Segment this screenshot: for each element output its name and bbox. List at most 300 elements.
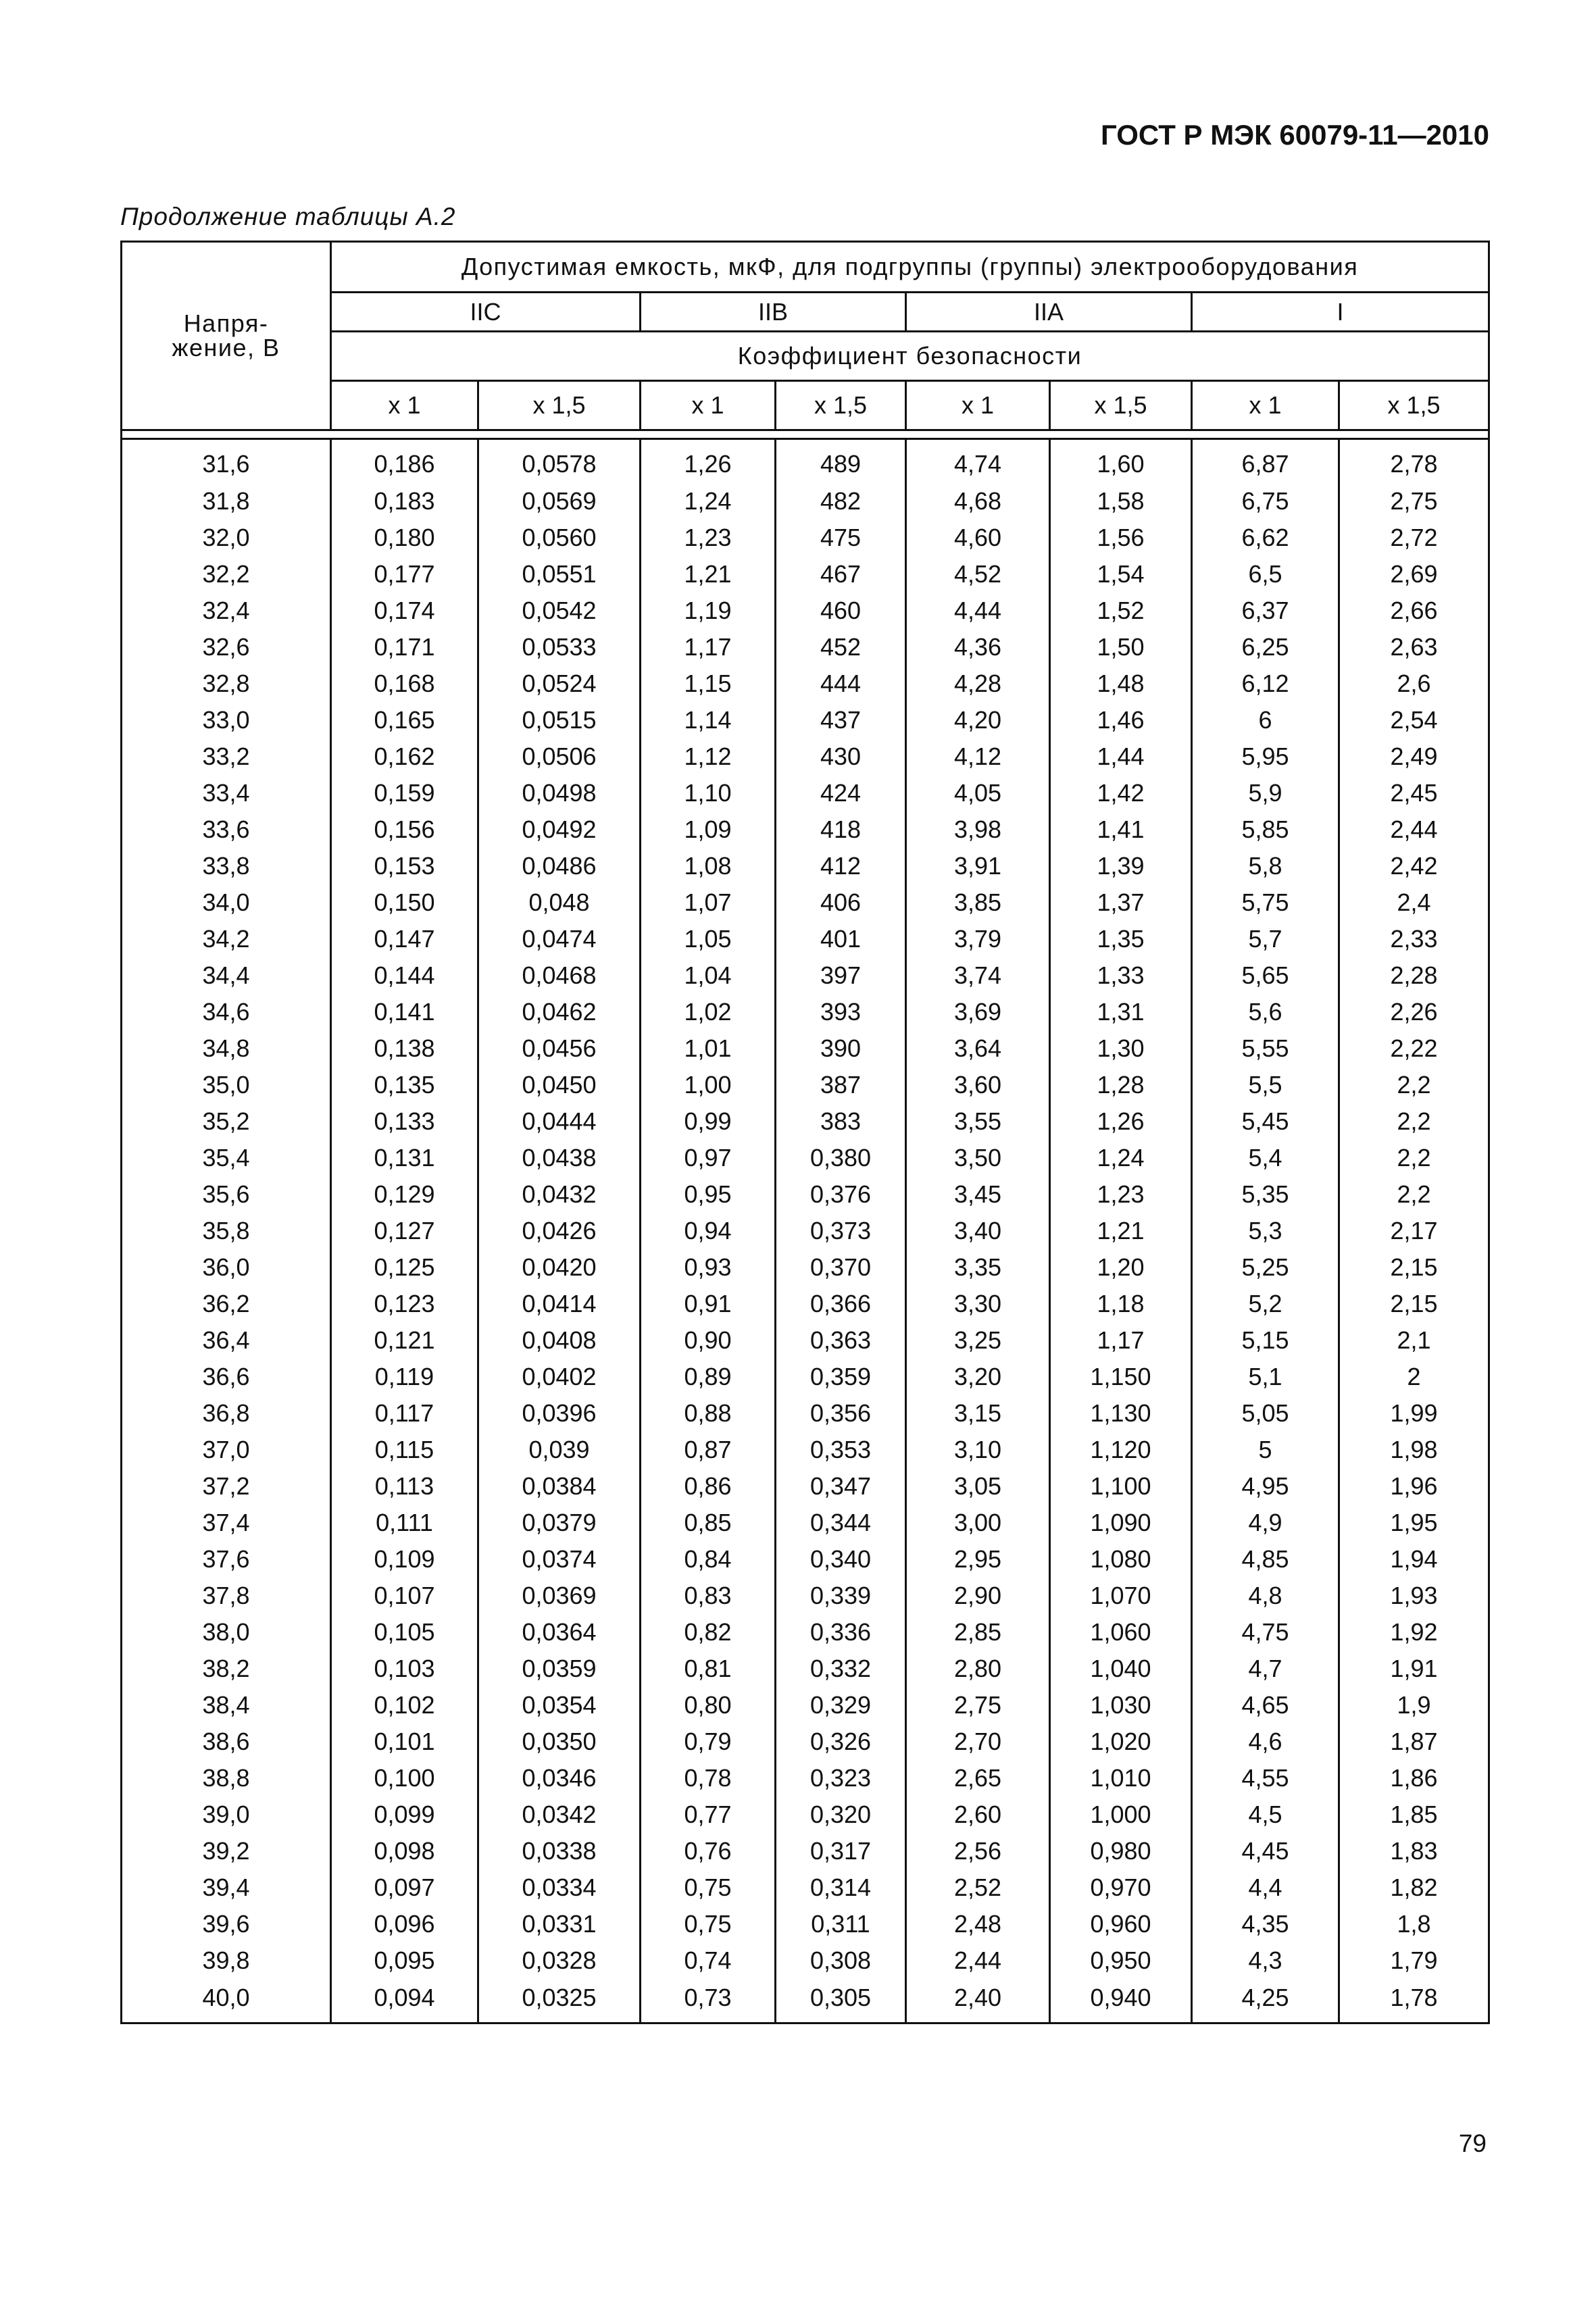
capacity-cell: 0,095	[331, 1942, 478, 1979]
table-row	[122, 994, 1489, 1030]
capacity-cell: 0,0331	[478, 1906, 641, 1942]
voltage-cell: 36,0	[122, 1249, 331, 1286]
table-row	[122, 1796, 1489, 1833]
capacity-cell: 2,33	[1339, 921, 1489, 957]
capacity-cell: 2,56	[906, 1833, 1050, 1869]
table-row	[122, 1505, 1489, 1541]
capacity-cell: 0,0402	[478, 1359, 641, 1395]
capacity-cell: 0,950	[1050, 1942, 1192, 1979]
capacity-cell: 2,6	[1339, 665, 1489, 702]
capacity-cell: 1,9	[1339, 1687, 1489, 1724]
capacity-cell: 0,101	[331, 1724, 478, 1760]
table-row	[122, 957, 1489, 994]
safety-factor-header: Коэффициент безопасности	[331, 332, 1489, 381]
capacity-cell: 0,0533	[478, 629, 641, 665]
capacity-cell: 0,180	[331, 520, 478, 556]
capacity-cell: 2,2	[1339, 1103, 1489, 1140]
capacity-cell: 0,0396	[478, 1395, 641, 1432]
capacity-cell: 2,15	[1339, 1286, 1489, 1322]
capacity-cell: 1,080	[1050, 1541, 1192, 1578]
capacity-cell: 0,95	[641, 1176, 776, 1213]
table-row	[122, 1176, 1489, 1213]
table-row	[122, 1030, 1489, 1067]
capacity-cell: 0,098	[331, 1833, 478, 1869]
capacity-cell: 0,147	[331, 921, 478, 957]
factor-header: x 1,5	[1339, 381, 1489, 430]
capacity-cell: 3,25	[906, 1322, 1050, 1359]
factor-header: x 1	[1192, 381, 1339, 430]
capacity-cell: 0,0354	[478, 1687, 641, 1724]
capacity-cell: 2,26	[1339, 994, 1489, 1030]
voltage-cell: 37,2	[122, 1468, 331, 1505]
capacity-cell: 0,174	[331, 593, 478, 629]
capacity-cell: 1,28	[1050, 1067, 1192, 1103]
capacity-cell: 1,04	[641, 957, 776, 994]
capacity-cell: 1,96	[1339, 1468, 1489, 1505]
capacity-cell: 1,37	[1050, 884, 1192, 921]
capacity-cell: 3,15	[906, 1395, 1050, 1432]
capacity-cell: 2,15	[1339, 1249, 1489, 1286]
capacity-cell: 4,52	[906, 556, 1050, 593]
capacity-cell: 3,40	[906, 1213, 1050, 1249]
voltage-cell: 33,2	[122, 738, 331, 775]
capacity-cell: 3,64	[906, 1030, 1050, 1067]
capacity-cell: 0,81	[641, 1651, 776, 1687]
voltage-cell: 31,8	[122, 483, 331, 520]
voltage-cell: 32,2	[122, 556, 331, 593]
capacity-cell: 0,970	[1050, 1869, 1192, 1906]
capacity-cell: 6,5	[1192, 556, 1339, 593]
capacity-cell: 0,0334	[478, 1869, 641, 1906]
capacity-cell: 0,159	[331, 775, 478, 811]
table-row	[122, 665, 1489, 702]
capacity-cell: 0,153	[331, 848, 478, 884]
capacity-cell: 4,68	[906, 483, 1050, 520]
table-row	[122, 1541, 1489, 1578]
capacity-cell: 0,103	[331, 1651, 478, 1687]
capacity-cell: 0,77	[641, 1796, 776, 1833]
capacity-cell: 1,24	[1050, 1140, 1192, 1176]
capacity-cell: 5,4	[1192, 1140, 1339, 1176]
capacity-cell: 2,49	[1339, 738, 1489, 775]
capacity-cell: 0,156	[331, 811, 478, 848]
voltage-cell: 38,6	[122, 1724, 331, 1760]
capacity-cell: 1,42	[1050, 775, 1192, 811]
capacity-cell: 0,84	[641, 1541, 776, 1578]
capacity-cell: 3,20	[906, 1359, 1050, 1395]
capacity-cell: 1,150	[1050, 1359, 1192, 1395]
table-row	[122, 775, 1489, 811]
capacity-cell: 1,000	[1050, 1796, 1192, 1833]
capacity-cell: 6,12	[1192, 665, 1339, 702]
capacity-cell: 0,096	[331, 1906, 478, 1942]
table-row	[122, 1359, 1489, 1395]
group-header-iic: IIC	[331, 293, 641, 332]
capacity-cell: 2,80	[906, 1651, 1050, 1687]
capacity-cell: 2,2	[1339, 1067, 1489, 1103]
capacity-cell: 0,0506	[478, 738, 641, 775]
capacity-cell: 0,162	[331, 738, 478, 775]
capacity-cell: 0,0379	[478, 1505, 641, 1541]
voltage-cell: 33,6	[122, 811, 331, 848]
capacity-cell: 4,35	[1192, 1906, 1339, 1942]
capacity-cell: 0,133	[331, 1103, 478, 1140]
table-caption: Продолжение таблицы А.2	[120, 203, 456, 230]
table-row	[122, 702, 1489, 738]
capacity-cell: 0,82	[641, 1614, 776, 1651]
table-row	[122, 884, 1489, 921]
voltage-cell: 37,6	[122, 1541, 331, 1578]
capacity-cell: 0,0578	[478, 439, 641, 484]
capacity-cell: 5,6	[1192, 994, 1339, 1030]
capacity-cell: 0,0551	[478, 556, 641, 593]
voltage-cell: 34,4	[122, 957, 331, 994]
table-row	[122, 520, 1489, 556]
capacity-cell: 0,960	[1050, 1906, 1192, 1942]
capacity-cell: 1,91	[1339, 1651, 1489, 1687]
voltage-cell: 34,2	[122, 921, 331, 957]
table-row	[122, 1614, 1489, 1651]
capacity-cell: 0,329	[776, 1687, 906, 1724]
capacity-cell: 444	[776, 665, 906, 702]
capacity-cell: 3,55	[906, 1103, 1050, 1140]
capacity-cell: 0,168	[331, 665, 478, 702]
capacity-cell: 4,44	[906, 593, 1050, 629]
capacity-cell: 3,69	[906, 994, 1050, 1030]
table-row	[122, 1651, 1489, 1687]
capacity-cell: 0,332	[776, 1651, 906, 1687]
capacity-cell: 6,37	[1192, 593, 1339, 629]
capacity-cell: 0,0438	[478, 1140, 641, 1176]
table-row	[122, 439, 1489, 484]
capacity-cell: 460	[776, 593, 906, 629]
capacity-cell: 390	[776, 1030, 906, 1067]
capacity-cell: 4,95	[1192, 1468, 1339, 1505]
capacity-cell: 3,30	[906, 1286, 1050, 1322]
capacity-cell: 5,7	[1192, 921, 1339, 957]
capacity-cell: 1,56	[1050, 520, 1192, 556]
capacity-cell: 387	[776, 1067, 906, 1103]
capacity-cell: 6,87	[1192, 439, 1339, 484]
capacity-cell: 0,0420	[478, 1249, 641, 1286]
capacity-cell: 0,177	[331, 556, 478, 593]
capacity-cell: 1,05	[641, 921, 776, 957]
capacity-cell: 2,60	[906, 1796, 1050, 1833]
capacity-cell: 0,370	[776, 1249, 906, 1286]
voltage-cell: 32,6	[122, 629, 331, 665]
voltage-cell: 36,4	[122, 1322, 331, 1359]
capacity-cell: 1,02	[641, 994, 776, 1030]
factor-header: x 1	[331, 381, 478, 430]
capacity-cell: 0,90	[641, 1322, 776, 1359]
voltage-cell: 35,0	[122, 1067, 331, 1103]
capacity-cell: 6	[1192, 702, 1339, 738]
capacity-cell: 0,0542	[478, 593, 641, 629]
capacity-cell: 1,52	[1050, 593, 1192, 629]
capacity-cell: 0,83	[641, 1578, 776, 1614]
capacity-cell: 0,105	[331, 1614, 478, 1651]
capacity-cell: 0,111	[331, 1505, 478, 1541]
capacity-cell: 0,119	[331, 1359, 478, 1395]
capacity-cell: 0,125	[331, 1249, 478, 1286]
capacity-cell: 0,0524	[478, 665, 641, 702]
capacity-cell: 4,7	[1192, 1651, 1339, 1687]
capacity-cell: 1,93	[1339, 1578, 1489, 1614]
table-row	[122, 1869, 1489, 1906]
capacity-cell: 0,0364	[478, 1614, 641, 1651]
capacity-cell: 0,0338	[478, 1833, 641, 1869]
table-row	[122, 1249, 1489, 1286]
voltage-cell: 39,4	[122, 1869, 331, 1906]
capacity-cell: 2,52	[906, 1869, 1050, 1906]
capacity-cell: 4,05	[906, 775, 1050, 811]
capacity-cell: 0,0450	[478, 1067, 641, 1103]
capacity-cell: 0,359	[776, 1359, 906, 1395]
capacity-cell: 3,60	[906, 1067, 1050, 1103]
capacity-cell: 1,44	[1050, 738, 1192, 775]
capacity-cell: 1,120	[1050, 1432, 1192, 1468]
capacity-cell: 1,010	[1050, 1760, 1192, 1796]
capacity-cell: 5,95	[1192, 738, 1339, 775]
capacity-cell: 0,80	[641, 1687, 776, 1724]
capacity-cell: 0,0359	[478, 1651, 641, 1687]
capacity-cell: 0,150	[331, 884, 478, 921]
capacity-cell: 452	[776, 629, 906, 665]
table-row	[122, 1942, 1489, 1979]
capacity-cell: 0,0369	[478, 1578, 641, 1614]
capacity-cell: 0,99	[641, 1103, 776, 1140]
header-gap	[122, 430, 1489, 439]
capacity-cell: 6,25	[1192, 629, 1339, 665]
table-row	[122, 629, 1489, 665]
capacity-cell: 430	[776, 738, 906, 775]
capacity-cell: 1,48	[1050, 665, 1192, 702]
capacity-cell: 4,5	[1192, 1796, 1339, 1833]
factor-header: x 1	[906, 381, 1050, 430]
group-header-iib: IIB	[641, 293, 906, 332]
capacity-cell: 0,0374	[478, 1541, 641, 1578]
capacity-cell: 467	[776, 556, 906, 593]
capacity-cell: 1,92	[1339, 1614, 1489, 1651]
voltage-cell: 36,8	[122, 1395, 331, 1432]
capacity-cell: 1,95	[1339, 1505, 1489, 1541]
capacity-cell: 0,0515	[478, 702, 641, 738]
capacity-cell: 0,380	[776, 1140, 906, 1176]
capacity-cell: 3,10	[906, 1432, 1050, 1468]
capacity-cell: 0,373	[776, 1213, 906, 1249]
capacity-cell: 1,15	[641, 665, 776, 702]
capacity-cell: 2,40	[906, 1979, 1050, 2023]
capacity-cell: 0,326	[776, 1724, 906, 1760]
capacity-cell: 3,91	[906, 848, 1050, 884]
capacity-cell: 2,22	[1339, 1030, 1489, 1067]
capacity-cell: 0,165	[331, 702, 478, 738]
voltage-cell: 35,8	[122, 1213, 331, 1249]
capacity-cell: 0,0462	[478, 994, 641, 1030]
table-row	[122, 811, 1489, 848]
capacity-cell: 1,23	[641, 520, 776, 556]
table-row	[122, 1687, 1489, 1724]
capacity-cell: 5,55	[1192, 1030, 1339, 1067]
capacity-cell: 6,62	[1192, 520, 1339, 556]
capacity-cell: 2,70	[906, 1724, 1050, 1760]
capacity-cell: 0,135	[331, 1067, 478, 1103]
capacity-cell: 1,33	[1050, 957, 1192, 994]
capacity-cell: 0,75	[641, 1906, 776, 1942]
capacity-cell: 0,0350	[478, 1724, 641, 1760]
table-row	[122, 1906, 1489, 1942]
capacity-cell: 1,86	[1339, 1760, 1489, 1796]
capacity-cell: 6,75	[1192, 483, 1339, 520]
capacity-cell: 0,980	[1050, 1833, 1192, 1869]
capacity-cell: 0,183	[331, 483, 478, 520]
table-row	[122, 1395, 1489, 1432]
voltage-cell: 38,0	[122, 1614, 331, 1651]
table-row	[122, 738, 1489, 775]
capacity-cell: 1,39	[1050, 848, 1192, 884]
capacity-cell: 1,12	[641, 738, 776, 775]
capacity-cell: 0,0432	[478, 1176, 641, 1213]
capacity-cell: 2,44	[906, 1942, 1050, 1979]
capacitance-table	[120, 241, 1490, 2024]
capacity-cell: 0,0569	[478, 483, 641, 520]
capacity-cell: 0,0468	[478, 957, 641, 994]
capacity-cell: 2,65	[906, 1760, 1050, 1796]
capacity-cell: 489	[776, 439, 906, 484]
capacity-cell: 0,107	[331, 1578, 478, 1614]
capacity-cell: 1,17	[641, 629, 776, 665]
capacity-cell: 4,28	[906, 665, 1050, 702]
capacity-cell: 1,35	[1050, 921, 1192, 957]
capacity-cell: 2,42	[1339, 848, 1489, 884]
capacity-cell: 4,4	[1192, 1869, 1339, 1906]
capacity-cell: 1,090	[1050, 1505, 1192, 1541]
table-row	[122, 1468, 1489, 1505]
capacity-cell: 0,123	[331, 1286, 478, 1322]
capacity-cell: 0,344	[776, 1505, 906, 1541]
capacity-cell: 0,141	[331, 994, 478, 1030]
capacity-cell: 0,0328	[478, 1942, 641, 1979]
capacity-cell: 1,26	[641, 439, 776, 484]
capacity-cell: 4,20	[906, 702, 1050, 738]
capacity-cell: 406	[776, 884, 906, 921]
voltage-cell: 32,8	[122, 665, 331, 702]
capacity-cell: 2	[1339, 1359, 1489, 1395]
capacity-cell: 0,138	[331, 1030, 478, 1067]
voltage-header-line-2: жение, В	[172, 334, 280, 361]
voltage-cell: 36,6	[122, 1359, 331, 1395]
capacity-cell: 437	[776, 702, 906, 738]
capacity-cell: 1,87	[1339, 1724, 1489, 1760]
capacity-cell: 0,0444	[478, 1103, 641, 1140]
capacity-cell: 475	[776, 520, 906, 556]
capacity-cell: 401	[776, 921, 906, 957]
capacity-cell: 0,121	[331, 1322, 478, 1359]
capacity-cell: 2,54	[1339, 702, 1489, 738]
capacity-cell: 0,0456	[478, 1030, 641, 1067]
capacity-cell: 1,31	[1050, 994, 1192, 1030]
capacity-cell: 2,28	[1339, 957, 1489, 994]
capacity-cell: 1,98	[1339, 1432, 1489, 1468]
capacity-cell: 1,10	[641, 775, 776, 811]
capacity-cell: 5,45	[1192, 1103, 1339, 1140]
capacity-cell: 1,94	[1339, 1541, 1489, 1578]
voltage-cell: 33,4	[122, 775, 331, 811]
capacity-cell: 0,88	[641, 1395, 776, 1432]
capacity-cell: 5	[1192, 1432, 1339, 1468]
voltage-cell: 35,4	[122, 1140, 331, 1176]
capacity-cell: 2,66	[1339, 593, 1489, 629]
capacity-cell: 1,21	[1050, 1213, 1192, 1249]
voltage-cell: 39,6	[122, 1906, 331, 1942]
group-header-iia: IIA	[906, 293, 1192, 332]
voltage-cell: 31,6	[122, 439, 331, 484]
capacity-cell: 2,2	[1339, 1176, 1489, 1213]
capacity-cell: 0,91	[641, 1286, 776, 1322]
capacity-cell: 418	[776, 811, 906, 848]
capacity-cell: 1,79	[1339, 1942, 1489, 1979]
capacity-cell: 4,55	[1192, 1760, 1339, 1796]
capacity-cell: 0,93	[641, 1249, 776, 1286]
capacity-cell: 0,85	[641, 1505, 776, 1541]
capacity-cell: 0,048	[478, 884, 641, 921]
capacity-cell: 1,23	[1050, 1176, 1192, 1213]
capacity-cell: 2,95	[906, 1541, 1050, 1578]
capacity-cell: 4,3	[1192, 1942, 1339, 1979]
capacity-cell: 0,366	[776, 1286, 906, 1322]
factor-header: x 1,5	[1050, 381, 1192, 430]
capacity-cell: 0,311	[776, 1906, 906, 1942]
capacity-cell: 3,00	[906, 1505, 1050, 1541]
capacity-cell: 1,60	[1050, 439, 1192, 484]
capacity-cell: 5,3	[1192, 1213, 1339, 1249]
capacity-cell: 0,73	[641, 1979, 776, 2023]
voltage-cell: 37,8	[122, 1578, 331, 1614]
capacity-cell: 5,65	[1192, 957, 1339, 994]
capacity-cell: 4,8	[1192, 1578, 1339, 1614]
capacity-cell: 0,0325	[478, 1979, 641, 2023]
capacity-cell: 4,25	[1192, 1979, 1339, 2023]
capacity-cell: 1,20	[1050, 1249, 1192, 1286]
voltage-cell: 32,4	[122, 593, 331, 629]
capacity-cell: 5,35	[1192, 1176, 1339, 1213]
capacity-cell: 1,100	[1050, 1468, 1192, 1505]
table-row	[122, 921, 1489, 957]
table-row	[122, 1067, 1489, 1103]
capacity-cell: 1,30	[1050, 1030, 1192, 1067]
capacity-cell: 0,113	[331, 1468, 478, 1505]
capacity-header: Допустимая емкость, мкФ, для подгруппы (группы) электрооборудования	[331, 242, 1489, 293]
voltage-cell: 39,8	[122, 1942, 331, 1979]
voltage-header	[122, 242, 331, 430]
capacity-cell: 3,74	[906, 957, 1050, 994]
voltage-cell: 37,4	[122, 1505, 331, 1541]
voltage-cell: 34,6	[122, 994, 331, 1030]
capacity-cell: 0,0474	[478, 921, 641, 957]
capacity-cell: 0,094	[331, 1979, 478, 2023]
capacity-cell: 0,171	[331, 629, 478, 665]
capacity-cell: 0,0346	[478, 1760, 641, 1796]
capacity-cell: 0,336	[776, 1614, 906, 1651]
capacity-cell: 0,89	[641, 1359, 776, 1395]
capacity-cell: 0,305	[776, 1979, 906, 2023]
voltage-cell: 38,2	[122, 1651, 331, 1687]
voltage-cell: 38,4	[122, 1687, 331, 1724]
voltage-cell: 39,0	[122, 1796, 331, 1833]
capacity-cell: 1,78	[1339, 1979, 1489, 2023]
voltage-header-line-1: Напря-	[183, 309, 269, 337]
capacity-cell: 3,05	[906, 1468, 1050, 1505]
